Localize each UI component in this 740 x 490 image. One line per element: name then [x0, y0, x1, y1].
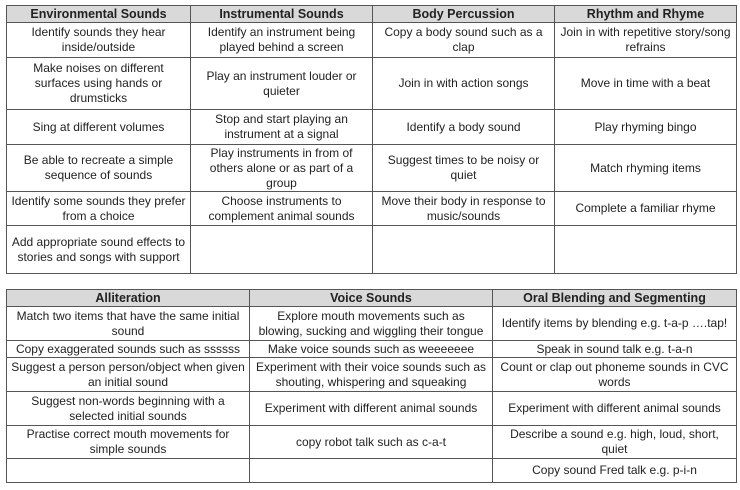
table-cell: Suggest non-words beginning with a selected initial sounds: [7, 392, 250, 426]
table-cell: Experiment with their voice sounds such as shouting, whispering and squeaking: [250, 358, 493, 392]
table-cell: Identify some sounds they prefer from a choice: [7, 192, 191, 226]
table-cell: Join in with action songs: [373, 58, 555, 110]
table-cell: Copy a body sound such as a clap: [373, 23, 555, 58]
table-cell: Identify a body sound: [373, 110, 555, 145]
table-cell: Join in with repetitive story/song refrains: [555, 23, 737, 58]
table-cell: Copy sound Fred talk e.g. p-i-n: [493, 459, 737, 483]
header-oral-blending-and-segmenting: Oral Blending and Segmenting: [493, 290, 737, 307]
table-cell: Be able to recreate a simple sequence of sounds: [7, 145, 191, 192]
table-cell: Count or clap out phoneme sounds in CVC words: [493, 358, 737, 392]
table-cell: Make voice sounds such as weeeeeee: [250, 341, 493, 358]
table-row: [7, 145, 737, 192]
table-row: [7, 58, 737, 110]
table-cell: Complete a familiar rhyme: [555, 192, 737, 226]
table-row: [7, 110, 737, 145]
table-row: [7, 392, 737, 426]
table-row: [7, 358, 737, 392]
table-cell: Play instruments in from of others alone or as part of a group: [191, 145, 373, 192]
table-cell: Speak in sound talk e.g. t-a-n: [493, 341, 737, 358]
table-cell: Identify sounds they hear inside/outside: [7, 23, 191, 58]
table-cell: Match rhyming items: [555, 145, 737, 192]
table-cell: Experiment with different animal sounds: [493, 392, 737, 426]
table-cell: Suggest a person person/object when given an initial sound: [7, 358, 250, 392]
header-body-percussion: Body Percussion: [373, 6, 555, 23]
table-cell: [191, 226, 373, 274]
table-cell: Sing at different volumes: [7, 110, 191, 145]
table-cell: Choose instruments to complement animal sounds: [191, 192, 373, 226]
table-cell: Identify items by blending e.g. t-a-p ….tap!: [493, 307, 737, 341]
header-rhythm-and-rhyme: Rhythm and Rhyme: [555, 6, 737, 23]
table-cell: Move in time with a beat: [555, 58, 737, 110]
table-row: [7, 226, 737, 274]
table-cell: Suggest times to be noisy or quiet: [373, 145, 555, 192]
table-cell: Play an instrument louder or quieter: [191, 58, 373, 110]
table-cell: Describe a sound e.g. high, loud, short, quiet: [493, 426, 737, 459]
table-cell: [555, 226, 737, 274]
table-cell: Experiment with different animal sounds: [250, 392, 493, 426]
table-cell: Move their body in response to music/sounds: [373, 192, 555, 226]
table-cell: [7, 459, 250, 483]
table-row: [7, 426, 737, 459]
table-row: [7, 192, 737, 226]
table-cell: copy robot talk such as c-a-t: [250, 426, 493, 459]
table-cell: Stop and start playing an instrument at a signal: [191, 110, 373, 145]
table-cell: Explore mouth movements such as blowing, sucking and wiggling their tongue: [250, 307, 493, 341]
table-header-row: [7, 290, 737, 307]
table-cell: Make noises on different surfaces using hands or drumsticks: [7, 58, 191, 110]
table-cell: Copy exaggerated sounds such as ssssss: [7, 341, 250, 358]
table-row: [7, 341, 737, 358]
table-cell: Practise correct mouth movements for simple sounds: [7, 426, 250, 459]
table-cell: Add appropriate sound effects to stories and songs with support: [7, 226, 191, 274]
sounds-table-1: [6, 5, 737, 274]
sounds-table-2: [6, 289, 737, 483]
table-row: [7, 23, 737, 58]
table-row: [7, 459, 737, 483]
header-environmental-sounds: Environmental Sounds: [7, 6, 191, 23]
table-cell: Play rhyming bingo: [555, 110, 737, 145]
table-cell: Match two items that have the same initial sound: [7, 307, 250, 341]
table-header-row: [7, 6, 737, 23]
table-row: [7, 307, 737, 341]
header-instrumental-sounds: Instrumental Sounds: [191, 6, 373, 23]
table-cell: [250, 459, 493, 483]
header-alliteration: Alliteration: [7, 290, 250, 307]
header-voice-sounds: Voice Sounds: [250, 290, 493, 307]
table-cell: [373, 226, 555, 274]
table-cell: Identify an instrument being played behind a screen: [191, 23, 373, 58]
